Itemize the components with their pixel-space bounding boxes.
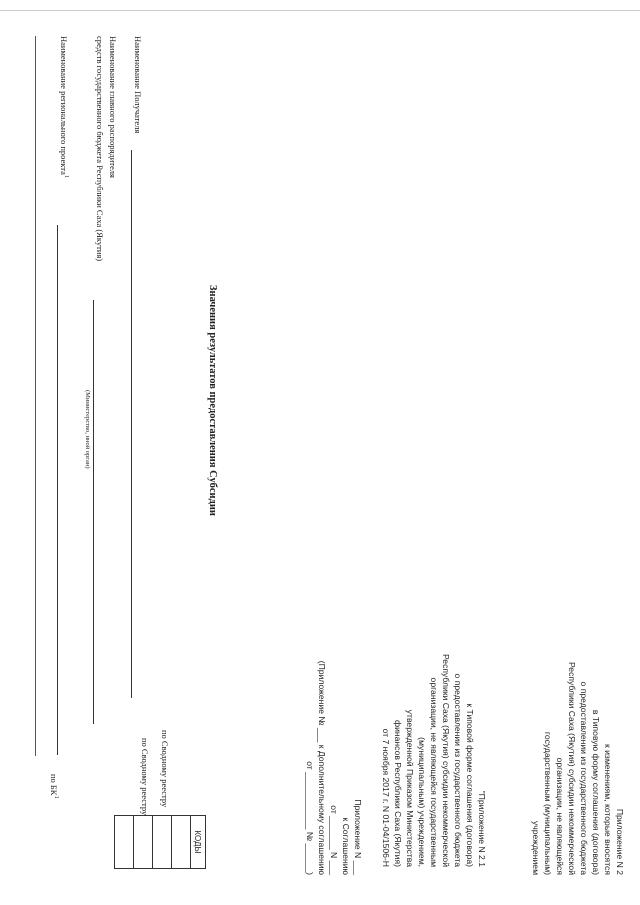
code-cell-recipient bbox=[172, 816, 191, 869]
codes-table bbox=[114, 815, 206, 869]
footnote-mark: 1 bbox=[53, 795, 60, 799]
appendix-2-line: Приложение N 2 bbox=[615, 808, 625, 875]
recipient-code-label: по Сводному реестру bbox=[160, 730, 170, 808]
manager-code-label-1: по Сводному bbox=[140, 738, 150, 786]
recipient-label: Наименование Получателя bbox=[133, 36, 143, 134]
appendix-2-1-line: к Типовой форме соглашения (договора) bbox=[465, 703, 475, 867]
manager-hint: (Министерство, иной орган) bbox=[84, 390, 91, 469]
appendix-2-line: учреждением bbox=[531, 820, 541, 875]
appendix-2-line: государственным (муниципальным) bbox=[543, 731, 553, 875]
appendix-2-line: в Типовую форму соглашения (договора) bbox=[591, 709, 601, 875]
recipient-field-line bbox=[131, 150, 132, 698]
appendix-2-line: Республики Саха (Якутия) субсидии некоммерческой bbox=[567, 661, 577, 875]
project-code-text: по БК bbox=[49, 774, 60, 796]
manager-code-label-2: реестру bbox=[140, 787, 150, 816]
document-title: Значения результатов предоставления Субсидии bbox=[207, 285, 218, 516]
appendix-2-1-line: Республики Саха (Якутия) субсидии некоммерческой bbox=[441, 653, 451, 867]
supplementary-agreement-ref: (Приложение № ___ к Дополнительному соглашению bbox=[317, 660, 327, 875]
manager-field-line bbox=[93, 300, 94, 724]
appendix-2-1-line: организации, не являющейся государственным bbox=[429, 677, 439, 867]
appendix-2-line: о предоставлении из государственного бюджета bbox=[579, 681, 589, 875]
scan-edge bbox=[0, 10, 640, 11]
agreement-reference bbox=[304, 661, 364, 875]
supplementary-agreement-date: от ____________ № ______) bbox=[305, 761, 315, 875]
appendix-2-1-line: (муниципальным) учреждением, bbox=[417, 737, 427, 867]
appendix-2-1-line: о предоставлении из государственного бюджета bbox=[453, 673, 463, 867]
manager-label-1: Наименование главного распорядителя bbox=[108, 36, 118, 178]
appendix-2-1-header bbox=[380, 654, 488, 867]
appendix-2-line: организации, не являющейся bbox=[555, 757, 565, 875]
appendix-2-1-line: "Приложение N 2.1 bbox=[477, 790, 487, 867]
appendix-2-1-line: от 7 ноября 2017 г. N 01-04/1506-Н bbox=[381, 728, 391, 867]
manager-label-2: средств государственного бюджета Республики Саха (Якутия) bbox=[95, 36, 105, 262]
bottom-rule bbox=[35, 36, 36, 756]
appendix-2-header bbox=[530, 662, 626, 875]
code-cell-manager-extra bbox=[134, 816, 153, 869]
agreement-label: к Соглашению bbox=[341, 817, 351, 875]
code-cell-manager bbox=[153, 816, 172, 869]
project-label-text: Наименование регионального проекта bbox=[59, 36, 70, 175]
appendix-2-line: к изменениям, которые вносятся bbox=[603, 743, 613, 875]
code-cell-project bbox=[115, 816, 134, 869]
appendix-2-1-line: финансов Республики Саха (Якутия) bbox=[393, 720, 403, 867]
codes-header: КОДЫ bbox=[191, 816, 206, 869]
project-code-label bbox=[49, 774, 60, 799]
agreement-date-number: от _______ N ___ bbox=[329, 805, 339, 875]
project-label bbox=[59, 36, 70, 178]
manager-code-label bbox=[140, 738, 150, 815]
footnote-mark: 1 bbox=[63, 174, 70, 179]
appendix-2-1-line: утвержденной Приказом Министерства bbox=[405, 709, 415, 867]
agreement-appendix-number: Приложение N ___ bbox=[353, 799, 363, 875]
project-field-line bbox=[57, 225, 58, 755]
